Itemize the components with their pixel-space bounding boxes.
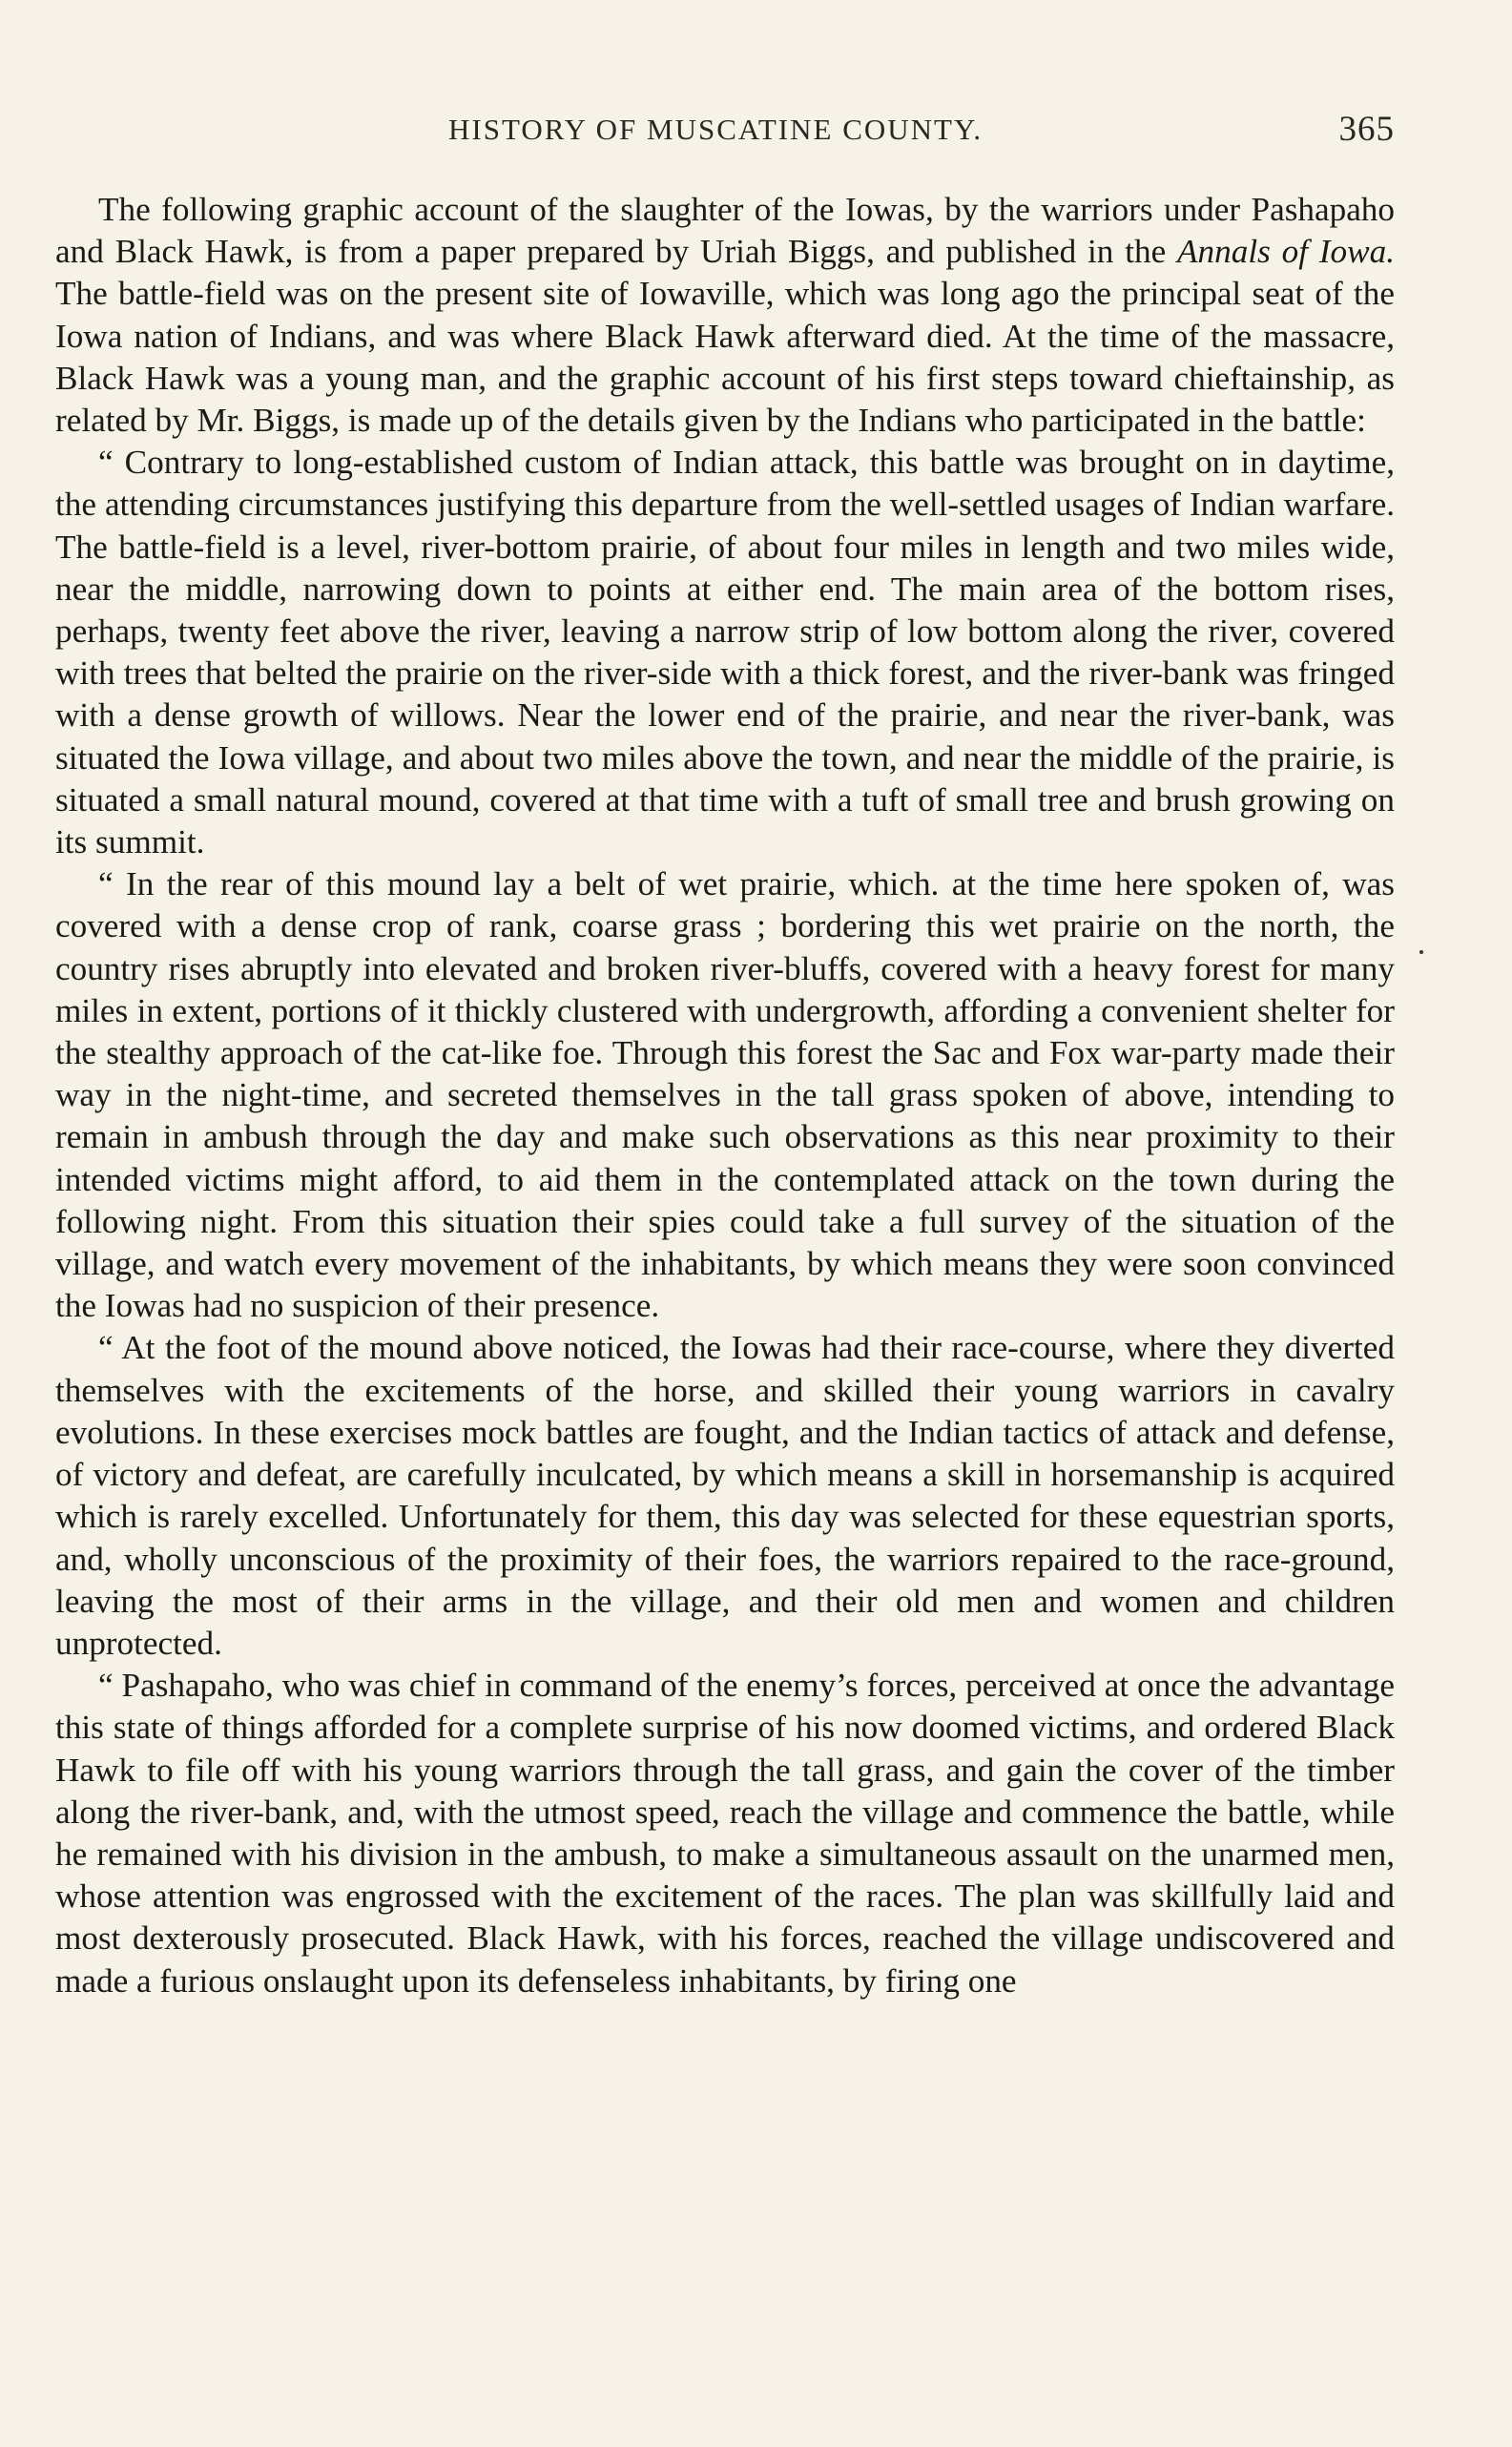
paragraph-1 xyxy=(55,189,1395,442)
margin-ink-mark xyxy=(1419,950,1423,954)
paragraph-4: “ At the foot of the mound above noticed, the Iowas had their race-course, where they diverted themselves with the excitements of the horse, and skilled their young warriors in cavalry evolutions. In these exercises mock battles are fought, and the Indian tactics of attack and defense, of victory and defeat, are carefully inculcated, by which means a skill in horsemanship is acquired which is rarely excelled. Unfortunately for them, this day was selected for these equestrian sports, and, wholly unconscious of the proximity of their foes, the warriors repaired to the race-ground, leaving the most of their arms in the village, and their old men and women and children unprotected. xyxy=(55,1329,1395,1662)
paragraph-1-text-before: The following graphic account of the slaughter of the Iowas, by the warriors under Pashapaho and Black Hawk, is from a paper prepared by Uriah Biggs, and published in the xyxy=(55,191,1395,271)
page-number: 365 xyxy=(1338,110,1395,149)
paragraph-3: “ In the rear of this mound lay a belt of wet prairie, which. at the time here spoken of, was covered with a dense crop of rank, coarse grass ; bordering this wet prairie on the north, the country rises abruptly into elevated and broken river-bluffs, covered with a heavy forest for many miles in extent, portions of it thickly clustered with undergrowth, affording a convenient shelter for the stealthy approach of the cat-like foe. Through this forest the Sac and Fox war-party made their way in the night-time, and secreted themselves in the tall grass spoken of above, intending to remain in ambush through the day and make such observations as this near proximity to their intended victims might afford, to aid them in the contemplated attack on the town during the following night. From this situation their spies could take a full survey of the situation of the village, and watch every movement of the inhabitants, by which means they were soon convinced the Iowas had no suspicion of their presence. xyxy=(55,865,1395,1325)
page-header xyxy=(448,110,1395,156)
page-body xyxy=(55,189,1395,2002)
paragraph-5: “ Pashapaho, who was chief in command of the enemy’s forces, perceived at once the advantage this state of things afforded for a complete surprise of his now doomed victims, and ordered Black Hawk to file off with his young warriors through the tall grass, and gain the cover of the timber along the river-bank, and, with the utmost speed, reach the village and commence the battle, while he remained with his division in the ambush, to make a simultaneous assault on the unarmed men, whose attention was engrossed with the excitement of the races. The plan was skillfully laid and most dexterously prosecuted. Black Hawk, with his forces, reached the village undiscovered and made a furious onslaught upon its defenseless inhabitants, by firing one xyxy=(55,1667,1395,2000)
running-head: HISTORY OF MUSCATINE COUNTY. xyxy=(448,113,984,146)
paragraph-2: “ Contrary to long-established custom of Indian attack, this battle was brought on in daytime, the attending circumstances justifying this departure from the well-settled usages of Indian warfare. The battle-field is a level, river-bottom prairie, of about four miles in length and two miles wide, near the middle, narrowing down to points at either end. The main area of the bottom rises, perhaps, twenty feet above the river, leaving a narrow strip of low bottom along the river, covered with trees that belted the prairie on the river-side with a thick forest, and the river-bank was fringed with a dense growth of willows. Near the lower end of the prairie, and near the river-bank, was situated the Iowa village, and about two miles above the town, and near the middle of the prairie, is situated a small natural mound, covered at that time with a tuft of small tree and brush growing on its summit. xyxy=(55,444,1395,861)
book-title-italic: Annals of Iowa. xyxy=(1177,233,1395,271)
paragraph-1-text-after: The battle-field was on the present site of Iowaville, which was long ago the principal seat of the Iowa nation of Indians, and was where Black Hawk afterward died. At the time of the massacre, Black Hawk was a young man, and the graphic account of his first steps toward chieftainship, as related by Mr. Biggs, is made up of the details given by the Indians who participated in the battle: xyxy=(55,275,1395,440)
